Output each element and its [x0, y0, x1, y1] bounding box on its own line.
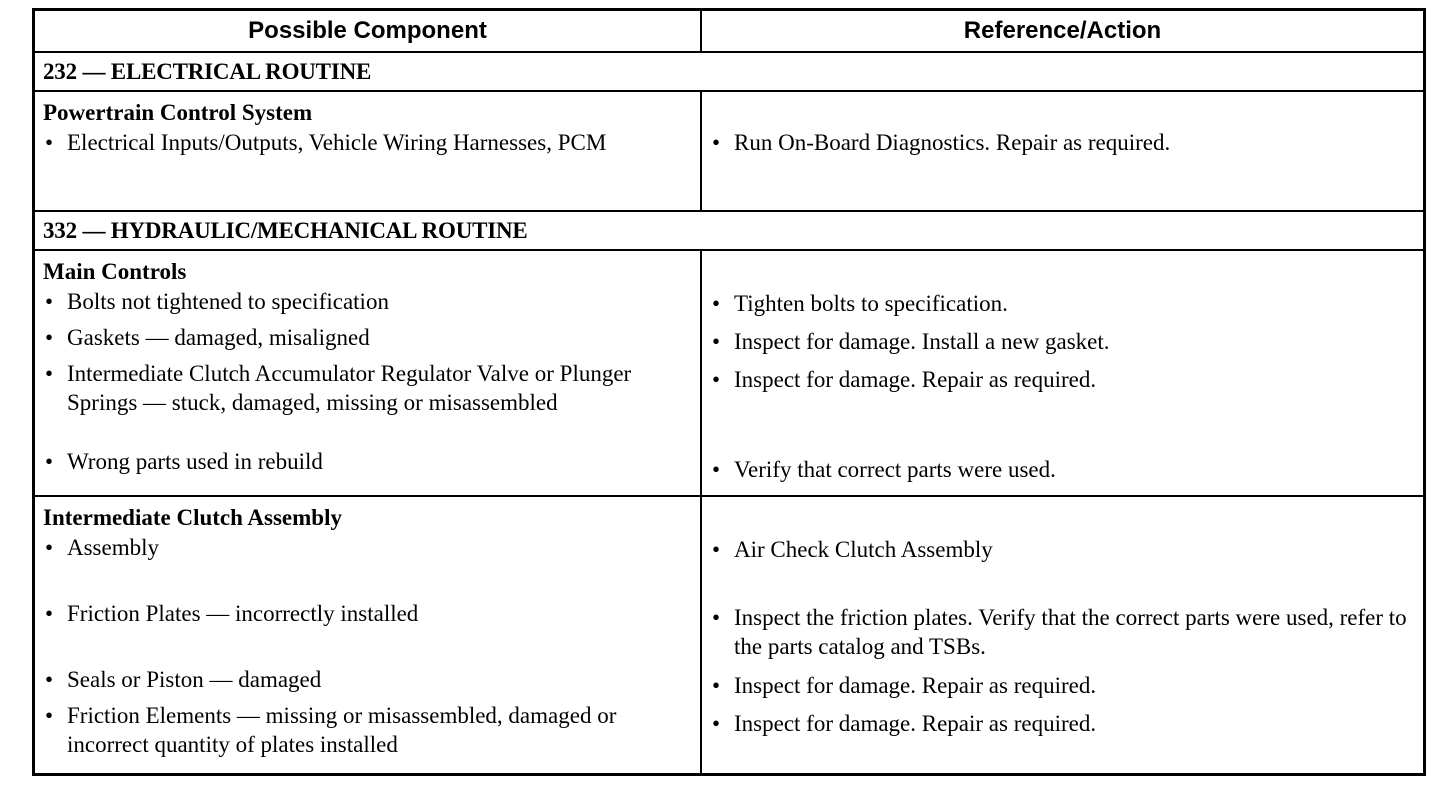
component-item — [43, 323, 692, 359]
action-cell — [702, 92, 1423, 210]
group-title: Main Controls — [43, 259, 187, 284]
bullet-icon: • — [45, 361, 54, 386]
table-body — [35, 53, 1423, 773]
component-item — [43, 447, 692, 483]
component-item-text: Intermediate Clutch Accumulator Regulator Valve or Plunger Springs — stuck, damaged, missing or misassembled — [67, 361, 632, 415]
bullet-icon: • — [712, 711, 721, 736]
action-item — [710, 533, 1415, 601]
action-cell — [702, 251, 1423, 495]
bullet-icon: • — [45, 703, 54, 728]
action-item — [710, 128, 1415, 206]
action-item — [710, 601, 1415, 669]
bullet-icon: • — [712, 537, 721, 562]
bullet-icon: • — [712, 291, 721, 316]
component-item — [43, 701, 692, 761]
bullet-icon: • — [45, 289, 54, 314]
action-item-text: Run On-Board Diagnostics. Repair as required. — [734, 130, 1171, 155]
bullet-icon: • — [712, 130, 721, 155]
action-item-text: Air Check Clutch Assembly — [734, 537, 993, 562]
group-title: Intermediate Clutch Assembly — [43, 505, 342, 530]
group-title: Powertrain Control System — [43, 100, 313, 125]
action-item — [710, 669, 1415, 707]
action-item-text: Inspect for damage. Repair as required. — [734, 711, 1097, 736]
bullet-icon: • — [712, 457, 721, 482]
bullet-icon: • — [45, 449, 54, 474]
component-item — [43, 599, 692, 665]
component-item-text: Wrong parts used in rebuild — [67, 449, 323, 474]
component-cell — [35, 497, 702, 773]
component-item-text: Assembly — [67, 535, 159, 560]
action-item — [710, 287, 1415, 325]
component-item-text: Seals or Piston — damaged — [67, 667, 322, 692]
action-item-text: Inspect for damage. Repair as required. — [734, 367, 1097, 392]
component-item — [43, 359, 692, 447]
bullet-icon: • — [712, 367, 721, 392]
component-item-text: Gaskets — damaged, misaligned — [67, 325, 370, 350]
bullet-icon: • — [45, 325, 54, 350]
component-cell — [35, 92, 702, 210]
section-heading: 332 — HYDRAULIC/MECHANICAL ROUTINE — [35, 212, 1423, 251]
component-group — [35, 497, 1423, 773]
component-item — [43, 533, 692, 599]
bullet-icon: • — [45, 535, 54, 560]
component-group — [35, 92, 1423, 212]
action-item-text: Tighten bolts to specification. — [734, 291, 1008, 316]
header-reference-action: Reference/Action — [963, 17, 1162, 44]
bullet-icon: • — [712, 329, 721, 354]
diagnostic-table — [32, 8, 1426, 776]
action-item — [710, 453, 1415, 491]
component-item — [43, 128, 692, 206]
table-header-row — [35, 11, 1423, 53]
bullet-icon: • — [45, 601, 54, 626]
action-item-text: Inspect for damage. Install a new gasket. — [734, 329, 1110, 354]
action-cell — [702, 497, 1423, 773]
component-item-text: Friction Plates — incorrectly installed — [67, 601, 419, 626]
action-item — [710, 707, 1415, 769]
header-possible-component: Possible Component — [35, 11, 702, 51]
action-item — [710, 325, 1415, 363]
bullet-icon: • — [45, 130, 54, 155]
component-item-text: Electrical Inputs/Outputs, Vehicle Wiring Harnesses, PCM — [67, 130, 607, 155]
action-item — [710, 363, 1415, 453]
action-item-text: Inspect the friction plates. Verify that the correct parts were used, refer to the parts catalog and TSBs. — [734, 605, 1407, 659]
component-group — [35, 251, 1423, 497]
action-item-text: Verify that correct parts were used. — [734, 457, 1056, 482]
component-item-text: Friction Elements — missing or misassembled, damaged or incorrect quantity of plates installed — [67, 703, 617, 757]
component-cell — [35, 251, 702, 495]
bullet-icon: • — [712, 673, 721, 698]
section-heading: 232 — ELECTRICAL ROUTINE — [35, 53, 1423, 92]
component-item — [43, 287, 692, 323]
component-item — [43, 665, 692, 701]
bullet-icon: • — [45, 667, 54, 692]
component-item-text: Bolts not tightened to specification — [67, 289, 389, 314]
bullet-icon: • — [712, 605, 721, 630]
action-item-text: Inspect for damage. Repair as required. — [734, 673, 1097, 698]
